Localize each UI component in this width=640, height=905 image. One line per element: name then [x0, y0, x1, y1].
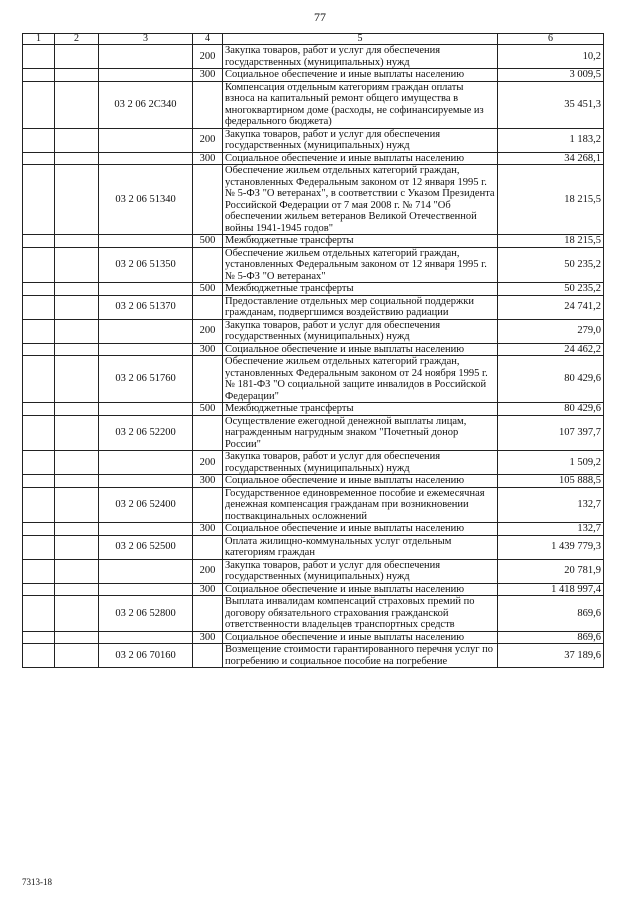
cell-col-1: [23, 523, 55, 536]
table-row: [23, 165, 604, 235]
item-amount: 18 215,5: [498, 165, 604, 235]
cell-col-2: [55, 235, 99, 248]
item-description: Обеспечение жильем отдельных категорий граждан, установленных Федеральным законом от 12 января 1995 г. № 5-ФЗ "О ветеранах": [223, 247, 498, 283]
table-row: [23, 81, 604, 128]
item-amount: 869,6: [498, 596, 604, 632]
cell-col-1: [23, 343, 55, 356]
budget-code: [99, 283, 193, 296]
budget-code: 03 2 06 52500: [99, 535, 193, 559]
item-description: Социальное обеспечение и иные выплаты населению: [223, 343, 498, 356]
cell-col-1: [23, 295, 55, 319]
expense-type-code: 300: [193, 152, 223, 165]
expense-type-code: 300: [193, 343, 223, 356]
item-description: Возмещение стоимости гарантированного перечня услуг по погребению и социальное пособие на погребение: [223, 644, 498, 668]
cell-col-2: [55, 403, 99, 416]
budget-code: [99, 559, 193, 583]
cell-col-2: [55, 523, 99, 536]
item-description: Обеспечение жильем отдельных категорий граждан, установленных Федеральным законом от 12 января 1995 г. № 5-ФЗ "О ветеранах", в соответствии с Указом Президента Российской Федерации от 7 мая 2008 г. № 714 "Об обеспечении жильем ветеранов Великой Отечественной войны 1941-1945 годов": [223, 165, 498, 235]
cell-col-2: [55, 644, 99, 668]
budget-code: 03 2 06 51760: [99, 356, 193, 403]
header-row: [23, 34, 604, 45]
cell-col-1: [23, 247, 55, 283]
header-col-1: 1: [23, 34, 55, 45]
budget-code: [99, 631, 193, 644]
item-amount: 50 235,2: [498, 247, 604, 283]
expense-type-code: 200: [193, 559, 223, 583]
expense-type-code: [193, 415, 223, 451]
expense-type-code: 300: [193, 631, 223, 644]
expense-type-code: [193, 165, 223, 235]
expense-type-code: [193, 535, 223, 559]
cell-col-2: [55, 319, 99, 343]
item-description: Закупка товаров, работ и услуг для обеспечения государственных (муниципальных) нужд: [223, 559, 498, 583]
expense-type-code: 300: [193, 69, 223, 82]
item-description: Осуществление ежегодной денежной выплаты лицам, награжденным нагрудным знаком "Почетный донор России": [223, 415, 498, 451]
item-amount: 1 183,2: [498, 128, 604, 152]
cell-col-1: [23, 69, 55, 82]
expense-type-code: [193, 487, 223, 523]
budget-code: [99, 235, 193, 248]
cell-col-1: [23, 283, 55, 296]
cell-col-1: [23, 535, 55, 559]
item-description: Закупка товаров, работ и услуг для обеспечения государственных (муниципальных) нужд: [223, 128, 498, 152]
cell-col-1: [23, 403, 55, 416]
item-description: Закупка товаров, работ и услуг для обеспечения государственных (муниципальных) нужд: [223, 451, 498, 475]
table-row: [23, 596, 604, 632]
item-amount: 132,7: [498, 487, 604, 523]
table-row: [23, 128, 604, 152]
item-amount: 3 009,5: [498, 69, 604, 82]
item-amount: 24 741,2: [498, 295, 604, 319]
expense-type-code: [193, 295, 223, 319]
table-row: [23, 295, 604, 319]
item-amount: 10,2: [498, 45, 604, 69]
budget-code: [99, 152, 193, 165]
cell-col-2: [55, 559, 99, 583]
table-row: [23, 319, 604, 343]
item-amount: 107 397,7: [498, 415, 604, 451]
budget-code: [99, 451, 193, 475]
table-row: [23, 69, 604, 82]
cell-col-2: [55, 165, 99, 235]
cell-col-2: [55, 356, 99, 403]
expense-type-code: 500: [193, 403, 223, 416]
cell-col-2: [55, 81, 99, 128]
header-col-4: 4: [193, 34, 223, 45]
item-description: Выплата инвалидам компенсаций страховых премий по договору обязательного страхования гражданской ответственности владельцев транспортных средств: [223, 596, 498, 632]
expense-type-code: [193, 596, 223, 632]
cell-col-1: [23, 45, 55, 69]
item-amount: 279,0: [498, 319, 604, 343]
expense-type-code: [193, 81, 223, 128]
item-amount: 1 418 997,4: [498, 583, 604, 596]
budget-code: 03 2 06 51340: [99, 165, 193, 235]
cell-col-2: [55, 475, 99, 488]
budget-code: 03 2 06 51350: [99, 247, 193, 283]
item-amount: 80 429,6: [498, 403, 604, 416]
header-col-5: 5: [223, 34, 498, 45]
table-row: [23, 487, 604, 523]
table-row: [23, 583, 604, 596]
cell-col-2: [55, 45, 99, 69]
cell-col-2: [55, 295, 99, 319]
cell-col-2: [55, 583, 99, 596]
item-amount: 37 189,6: [498, 644, 604, 668]
table-row: [23, 559, 604, 583]
budget-code: [99, 319, 193, 343]
cell-col-1: [23, 451, 55, 475]
page-number: 77: [314, 10, 326, 24]
cell-col-1: [23, 631, 55, 644]
item-description: Социальное обеспечение и иные выплаты населению: [223, 152, 498, 165]
item-amount: 1 509,2: [498, 451, 604, 475]
table-row: [23, 523, 604, 536]
item-description: Компенсация отдельным категориям граждан оплаты взноса на капитальный ремонт общего имущества в многоквартирном доме (расходы, не софинансируемые из федерального бюджета): [223, 81, 498, 128]
item-amount: 24 462,2: [498, 343, 604, 356]
item-amount: 50 235,2: [498, 283, 604, 296]
expense-type-code: 200: [193, 451, 223, 475]
budget-code: [99, 403, 193, 416]
item-description: Социальное обеспечение и иные выплаты населению: [223, 631, 498, 644]
item-amount: 20 781,9: [498, 559, 604, 583]
table-row: [23, 415, 604, 451]
item-description: Социальное обеспечение и иные выплаты населению: [223, 583, 498, 596]
item-description: Закупка товаров, работ и услуг для обеспечения государственных (муниципальных) нужд: [223, 45, 498, 69]
budget-code: [99, 343, 193, 356]
cell-col-1: [23, 644, 55, 668]
table-row: [23, 535, 604, 559]
table-row: [23, 45, 604, 69]
cell-col-1: [23, 81, 55, 128]
budget-code: [99, 583, 193, 596]
expense-type-code: [193, 644, 223, 668]
table-row: [23, 343, 604, 356]
table-row: [23, 356, 604, 403]
item-description: Социальное обеспечение и иные выплаты населению: [223, 69, 498, 82]
table-row: [23, 644, 604, 668]
footer-code: 7313-18: [22, 877, 52, 887]
item-amount: 35 451,3: [498, 81, 604, 128]
item-amount: 34 268,1: [498, 152, 604, 165]
expense-type-code: [193, 356, 223, 403]
cell-col-1: [23, 559, 55, 583]
expense-type-code: 200: [193, 319, 223, 343]
expense-type-code: 300: [193, 475, 223, 488]
cell-col-2: [55, 69, 99, 82]
item-description: Социальное обеспечение и иные выплаты населению: [223, 523, 498, 536]
cell-col-2: [55, 283, 99, 296]
cell-col-2: [55, 487, 99, 523]
expense-type-code: 200: [193, 128, 223, 152]
cell-col-1: [23, 319, 55, 343]
budget-code: [99, 45, 193, 69]
cell-col-1: [23, 475, 55, 488]
cell-col-2: [55, 451, 99, 475]
table-header: [23, 34, 604, 45]
cell-col-1: [23, 128, 55, 152]
cell-col-2: [55, 631, 99, 644]
expense-type-code: 300: [193, 523, 223, 536]
item-description: Социальное обеспечение и иные выплаты населению: [223, 475, 498, 488]
cell-col-2: [55, 152, 99, 165]
header-col-6: 6: [498, 34, 604, 45]
header-col-3: 3: [99, 34, 193, 45]
expense-type-code: 500: [193, 283, 223, 296]
expense-type-code: 300: [193, 583, 223, 596]
table-row: [23, 283, 604, 296]
budget-code: 03 2 06 70160: [99, 644, 193, 668]
budget-table: [22, 33, 604, 668]
cell-col-2: [55, 343, 99, 356]
cell-col-1: [23, 356, 55, 403]
cell-col-2: [55, 128, 99, 152]
expense-type-code: 200: [193, 45, 223, 69]
item-description: Предоставление отдельных мер социальной поддержки гражданам, подвергшимся воздействию радиации: [223, 295, 498, 319]
table-body: [23, 45, 604, 668]
table-row: [23, 235, 604, 248]
table-row: [23, 451, 604, 475]
item-amount: 869,6: [498, 631, 604, 644]
expense-type-code: [193, 247, 223, 283]
item-amount: 18 215,5: [498, 235, 604, 248]
budget-code: [99, 523, 193, 536]
budget-code: 03 2 06 52800: [99, 596, 193, 632]
item-description: Закупка товаров, работ и услуг для обеспечения государственных (муниципальных) нужд: [223, 319, 498, 343]
table-row: [23, 247, 604, 283]
expense-type-code: 500: [193, 235, 223, 248]
table-row: [23, 152, 604, 165]
budget-code: [99, 69, 193, 82]
cell-col-2: [55, 247, 99, 283]
table-row: [23, 403, 604, 416]
budget-code: 03 2 06 52200: [99, 415, 193, 451]
table-row: [23, 475, 604, 488]
cell-col-1: [23, 583, 55, 596]
header-col-2: 2: [55, 34, 99, 45]
cell-col-2: [55, 535, 99, 559]
table-row: [23, 631, 604, 644]
cell-col-1: [23, 235, 55, 248]
cell-col-2: [55, 415, 99, 451]
cell-col-1: [23, 487, 55, 523]
cell-col-1: [23, 596, 55, 632]
item-description: Межбюджетные трансферты: [223, 283, 498, 296]
budget-code: 03 2 06 51370: [99, 295, 193, 319]
item-description: Государственное единовременное пособие и ежемесячная денежная компенсация гражданам при возникновении поствакцинальных осложнений: [223, 487, 498, 523]
cell-col-2: [55, 596, 99, 632]
item-description: Межбюджетные трансферты: [223, 403, 498, 416]
item-amount: 132,7: [498, 523, 604, 536]
budget-code: 03 2 06 2С340: [99, 81, 193, 128]
cell-col-1: [23, 415, 55, 451]
budget-code: 03 2 06 52400: [99, 487, 193, 523]
cell-col-1: [23, 152, 55, 165]
budget-code: [99, 475, 193, 488]
item-description: Обеспечение жильем отдельных категорий граждан, установленных Федеральным законом от 24 ноября 1995 г. № 181-ФЗ "О социальной защите инвалидов в Российской Федерации": [223, 356, 498, 403]
item-description: Межбюджетные трансферты: [223, 235, 498, 248]
item-description: Оплата жилищно-коммунальных услуг отдельным категориям граждан: [223, 535, 498, 559]
item-amount: 80 429,6: [498, 356, 604, 403]
item-amount: 1 439 779,3: [498, 535, 604, 559]
item-amount: 105 888,5: [498, 475, 604, 488]
budget-code: [99, 128, 193, 152]
cell-col-1: [23, 165, 55, 235]
